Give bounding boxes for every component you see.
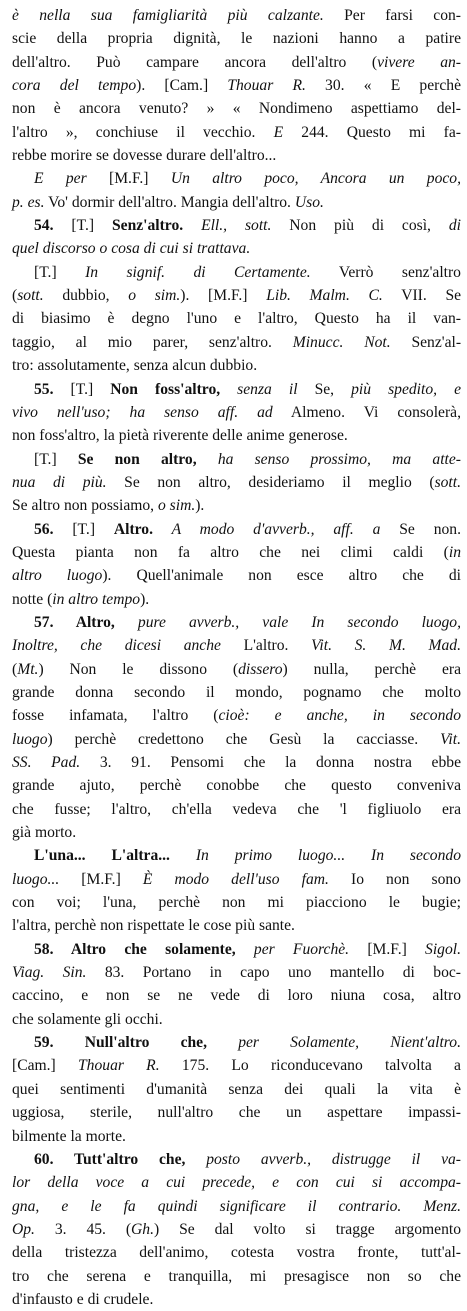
- text-segment: In primo luogo... In secondo: [169, 847, 461, 865]
- text-segment: dissero: [238, 660, 283, 678]
- text-line: [12, 1265, 461, 1288]
- text-line: [12, 658, 461, 681]
- text-segment: Altro.: [113, 520, 153, 538]
- text-segment: (: [12, 660, 18, 678]
- text-line: [12, 774, 461, 797]
- text-line: [12, 401, 461, 424]
- text-segment: 3. 91. Pensomi che la donna nostra ebbe: [80, 754, 461, 771]
- text-segment: Io non sono: [328, 870, 461, 888]
- text-line: [12, 961, 461, 984]
- text-line: [12, 891, 461, 914]
- text-segment: p. es.: [12, 193, 45, 211]
- text-segment: cora del tempo: [12, 77, 137, 95]
- text-line: [12, 518, 461, 541]
- text-segment: Minucc. Not.: [292, 333, 391, 351]
- text-segment: in altro tempo: [52, 590, 141, 608]
- text-line: [12, 494, 461, 517]
- text-segment: d'infausto e di crudele.: [12, 1290, 154, 1308]
- text-segment: ). [M.F.]: [180, 287, 267, 305]
- text-segment: VII. Se: [382, 287, 462, 305]
- text-line: [12, 634, 461, 657]
- text-segment: E: [273, 123, 284, 141]
- text-segment: altro luogo: [12, 567, 103, 585]
- text-segment: Thouar R.: [227, 77, 306, 95]
- text-line: [12, 4, 461, 27]
- text-segment: ). Quell'animale non esce altro che di: [102, 567, 462, 585]
- text-segment: Un altro poco, Ancora un poco,: [170, 170, 461, 188]
- text-segment: pure avverb., vale In secondo luogo,: [114, 613, 461, 631]
- text-segment: scie della propria dignità, le nazioni hanno a patire: [12, 30, 461, 48]
- text-segment: grande ajuto, perchè conobbe che questo conveniva: [12, 777, 461, 795]
- text-line: [12, 51, 461, 74]
- text-segment: di biasimo è degno l'uno e l'altro, Questo ha il van-: [12, 310, 461, 328]
- text-segment: SS. Pad.: [12, 754, 81, 771]
- text-line: [12, 1148, 461, 1171]
- text-line: [12, 844, 461, 867]
- text-segment: [T.]: [72, 520, 114, 538]
- text-line: [12, 1031, 461, 1054]
- text-segment: di: [448, 217, 461, 235]
- text-line: [12, 471, 461, 494]
- text-segment: gna, e le fa quindi significare il contrario. Menz.: [12, 1197, 461, 1215]
- text-segment: per Solamente, Nient'altro.: [207, 1034, 461, 1052]
- text-segment: ). [Cam.]: [136, 77, 228, 95]
- text-segment: cioè: e anche, in secondo: [218, 707, 461, 725]
- text-segment: posto avverb., distrugge il va-: [185, 1150, 461, 1168]
- text-segment: Se,: [297, 380, 352, 398]
- text-segment: È modo dell'uso fam.: [142, 870, 329, 888]
- text-segment: l'altra, perchè non rispettate le cose più sante.: [12, 917, 295, 935]
- text-segment: Gh.: [131, 1220, 154, 1238]
- text-segment: quei sentimenti d'umanità senza dei quali la vita è: [12, 1080, 461, 1098]
- text-line: [12, 1008, 461, 1031]
- text-segment: dell'altro. Può campare ancora dell'altro (: [12, 53, 378, 71]
- text-line: [12, 984, 461, 1007]
- text-segment: è nella sua famigliarità più calzante.: [12, 7, 324, 24]
- text-segment: Op.: [12, 1220, 35, 1238]
- text-segment: lor della voce a cui precede, e con cui si accompa-: [12, 1174, 461, 1192]
- text-line: [12, 237, 461, 260]
- text-segment: ).: [140, 590, 150, 608]
- text-segment: luogo: [12, 730, 48, 748]
- text-segment: Se altro non possiamo,: [12, 497, 158, 515]
- text-segment: [T.]: [34, 263, 86, 281]
- text-segment: 55.: [34, 380, 71, 398]
- text-segment: ) nulla, perchè era: [282, 660, 461, 678]
- text-segment: Ell., sott.: [183, 217, 272, 235]
- text-segment: Uso.: [294, 193, 324, 211]
- text-segment: Questa pianta non fa altro che nei climi caldi (: [12, 543, 449, 561]
- text-segment: uggiosa, sterile, null'altro che un aspettare impassi-: [12, 1104, 461, 1122]
- text-line: [12, 1288, 461, 1311]
- text-segment: Viag. Sin.: [12, 964, 87, 982]
- text-segment: Sigol.: [425, 940, 461, 958]
- text-segment: 57. Altro,: [34, 613, 115, 631]
- text-segment: non foss'altro, la pietà riverente delle anime generose.: [12, 427, 348, 445]
- text-line: [12, 1125, 461, 1148]
- text-segment: Senz'altro.: [111, 217, 184, 235]
- text-segment: o sim.: [157, 497, 196, 515]
- text-segment: ).: [195, 497, 205, 515]
- text-segment: che fusse; l'altro, ch'ella vedeva che 'l figliuolo era: [12, 800, 461, 818]
- text-segment: 244. Questo mi fa-: [283, 123, 461, 141]
- text-line: [12, 821, 461, 844]
- text-segment: senza il: [220, 380, 298, 398]
- text-segment: [T.]: [70, 380, 111, 398]
- text-segment: ) Se dal volto si tragge argomento: [154, 1220, 461, 1238]
- text-segment: nua di più.: [12, 473, 107, 491]
- text-line: [12, 121, 461, 144]
- text-line: [12, 307, 461, 330]
- text-line: [12, 868, 461, 891]
- text-segment: [T.]: [71, 217, 112, 235]
- text-segment: 54.: [34, 217, 72, 235]
- text-segment: tro: assolutamente, senza alcun dubbio.: [12, 357, 258, 375]
- text-segment: grande donna secondo il mondo, pognamo che molto: [12, 683, 461, 701]
- text-segment: quel discorso o cosa di cui si trattava.: [12, 240, 251, 258]
- text-segment: Non più di così,: [271, 217, 449, 235]
- text-segment: Vo' dormir dell'altro. Mangia dell'altro.: [44, 193, 295, 211]
- text-segment: vivere an-: [377, 53, 461, 71]
- text-line: [12, 1241, 461, 1264]
- text-segment: taggio, al mio parer, senz'altro.: [12, 333, 293, 351]
- text-line: [12, 27, 461, 50]
- text-line: [12, 914, 461, 937]
- text-line: [12, 564, 461, 587]
- text-segment: Lib. Malm. C.: [266, 287, 383, 305]
- text-segment: dubbio,: [43, 287, 129, 305]
- text-segment: 175. Lo riconducevano talvolta a: [159, 1057, 461, 1075]
- text-segment: della tristezza dell'animo, cotesta vostra fronte, tutt'al-: [12, 1244, 461, 1262]
- text-segment: Se non altro,: [77, 450, 197, 468]
- text-line: [12, 1101, 461, 1124]
- text-line: [12, 424, 461, 447]
- text-segment: [M.F.]: [86, 170, 171, 188]
- text-line: [12, 97, 461, 120]
- text-segment: L'altro.: [220, 637, 312, 655]
- text-segment: che solamente gli occhi.: [12, 1010, 163, 1028]
- text-segment: tro che serena e tranquilla, mi presagisce non so che: [12, 1267, 461, 1285]
- text-segment: o sim.: [128, 287, 181, 305]
- text-segment: Se non.: [380, 520, 461, 538]
- text-line: [12, 1078, 461, 1101]
- text-line: [12, 798, 461, 821]
- text-segment: Thouar R.: [78, 1057, 160, 1075]
- text-segment: Inoltre, che dicesi anche: [12, 637, 221, 655]
- text-segment: [M.F.]: [349, 940, 426, 958]
- text-segment: (: [12, 287, 18, 305]
- text-segment: bilmente la morte.: [12, 1127, 126, 1145]
- text-segment: vivo nell'uso; ha senso aff. ad: [12, 403, 273, 421]
- text-line: [12, 1195, 461, 1218]
- text-segment: [T.]: [34, 450, 78, 468]
- text-line: [12, 1171, 461, 1194]
- text-segment: E per: [34, 170, 87, 188]
- text-segment: [M.F.]: [59, 870, 143, 888]
- text-segment: ) perchè credettono che Gesù la cacciasse.: [47, 730, 441, 748]
- text-line: [12, 331, 461, 354]
- text-line: [12, 448, 461, 471]
- text-segment: Senz'al-: [390, 333, 462, 351]
- text-segment: Almeno. Vi consolerà,: [272, 403, 461, 421]
- text-segment: Mt.: [17, 660, 39, 678]
- text-line: [12, 751, 461, 774]
- text-segment: sott.: [434, 473, 461, 491]
- text-line: [12, 938, 461, 961]
- text-segment: 30. « E perchè: [305, 77, 461, 95]
- text-line: [12, 681, 461, 704]
- text-segment: ) Non le dissono (: [38, 660, 239, 678]
- text-segment: Non foss'altro,: [110, 380, 221, 398]
- text-segment: Per farsi con-: [323, 7, 461, 24]
- text-segment: 56.: [34, 520, 73, 538]
- text-line: [12, 1054, 461, 1077]
- text-segment: con voi; l'una, perchè non mi piacciono le bugie;: [12, 894, 461, 912]
- text-segment: in: [448, 543, 461, 561]
- text-segment: rebbe morire se dovesse durare dell'altro...: [12, 147, 277, 165]
- text-segment: fosse infamata, l'altro (: [12, 707, 219, 725]
- text-segment: per Fuorchè.: [235, 940, 350, 958]
- text-line: [12, 1218, 461, 1241]
- text-segment: l'altro », conchiuse il vecchio.: [12, 123, 274, 141]
- text-segment: L'una... L'altra...: [34, 847, 170, 865]
- text-segment: Vit.: [440, 730, 461, 748]
- text-segment: A modo d'avverb., aff. a: [153, 520, 381, 538]
- text-line: [12, 144, 461, 167]
- text-line: [12, 214, 461, 237]
- text-segment: 60. Tutt'altro che,: [34, 1150, 186, 1168]
- text-segment: [Cam.]: [12, 1057, 78, 1075]
- text-segment: Vit. S. M. Mad.: [311, 637, 461, 655]
- text-segment: Se non altro, desideriamo il meglio (: [106, 473, 435, 491]
- text-segment: 3. 45. (: [34, 1220, 132, 1238]
- text-line: [12, 378, 461, 401]
- text-segment: ha senso prossimo, ma atte-: [196, 450, 461, 468]
- text-segment: notte (: [12, 590, 53, 608]
- text-line: [12, 611, 461, 634]
- text-segment: luogo...: [12, 870, 60, 888]
- text-line: [12, 728, 461, 751]
- text-segment: Verrò senz'altro: [310, 263, 461, 281]
- text-line: [12, 167, 461, 190]
- text-line: [12, 261, 461, 284]
- text-segment: caccino, e non se ne vede di loro niuna cosa, altro: [12, 987, 461, 1005]
- text-segment: più spedito, e: [351, 380, 461, 398]
- text-line: [12, 74, 461, 97]
- text-line: [12, 588, 461, 611]
- text-line: [12, 284, 461, 307]
- text-segment: non è ancora venuto? » « Nondimeno aspettiamo del-: [12, 100, 461, 118]
- text-segment: 59. Null'altro che,: [34, 1034, 207, 1052]
- text-line: [12, 541, 461, 564]
- text-segment: già morto.: [12, 824, 77, 842]
- text-segment: 83. Portano in capo uno mantello di boc-: [86, 964, 461, 982]
- text-line: [12, 704, 461, 727]
- text-segment: 58. Altro che solamente,: [34, 940, 236, 958]
- text-segment: sott.: [17, 287, 44, 305]
- text-line: [12, 191, 461, 214]
- text-segment: In signif. di Certamente.: [85, 263, 311, 281]
- text-line: [12, 354, 461, 377]
